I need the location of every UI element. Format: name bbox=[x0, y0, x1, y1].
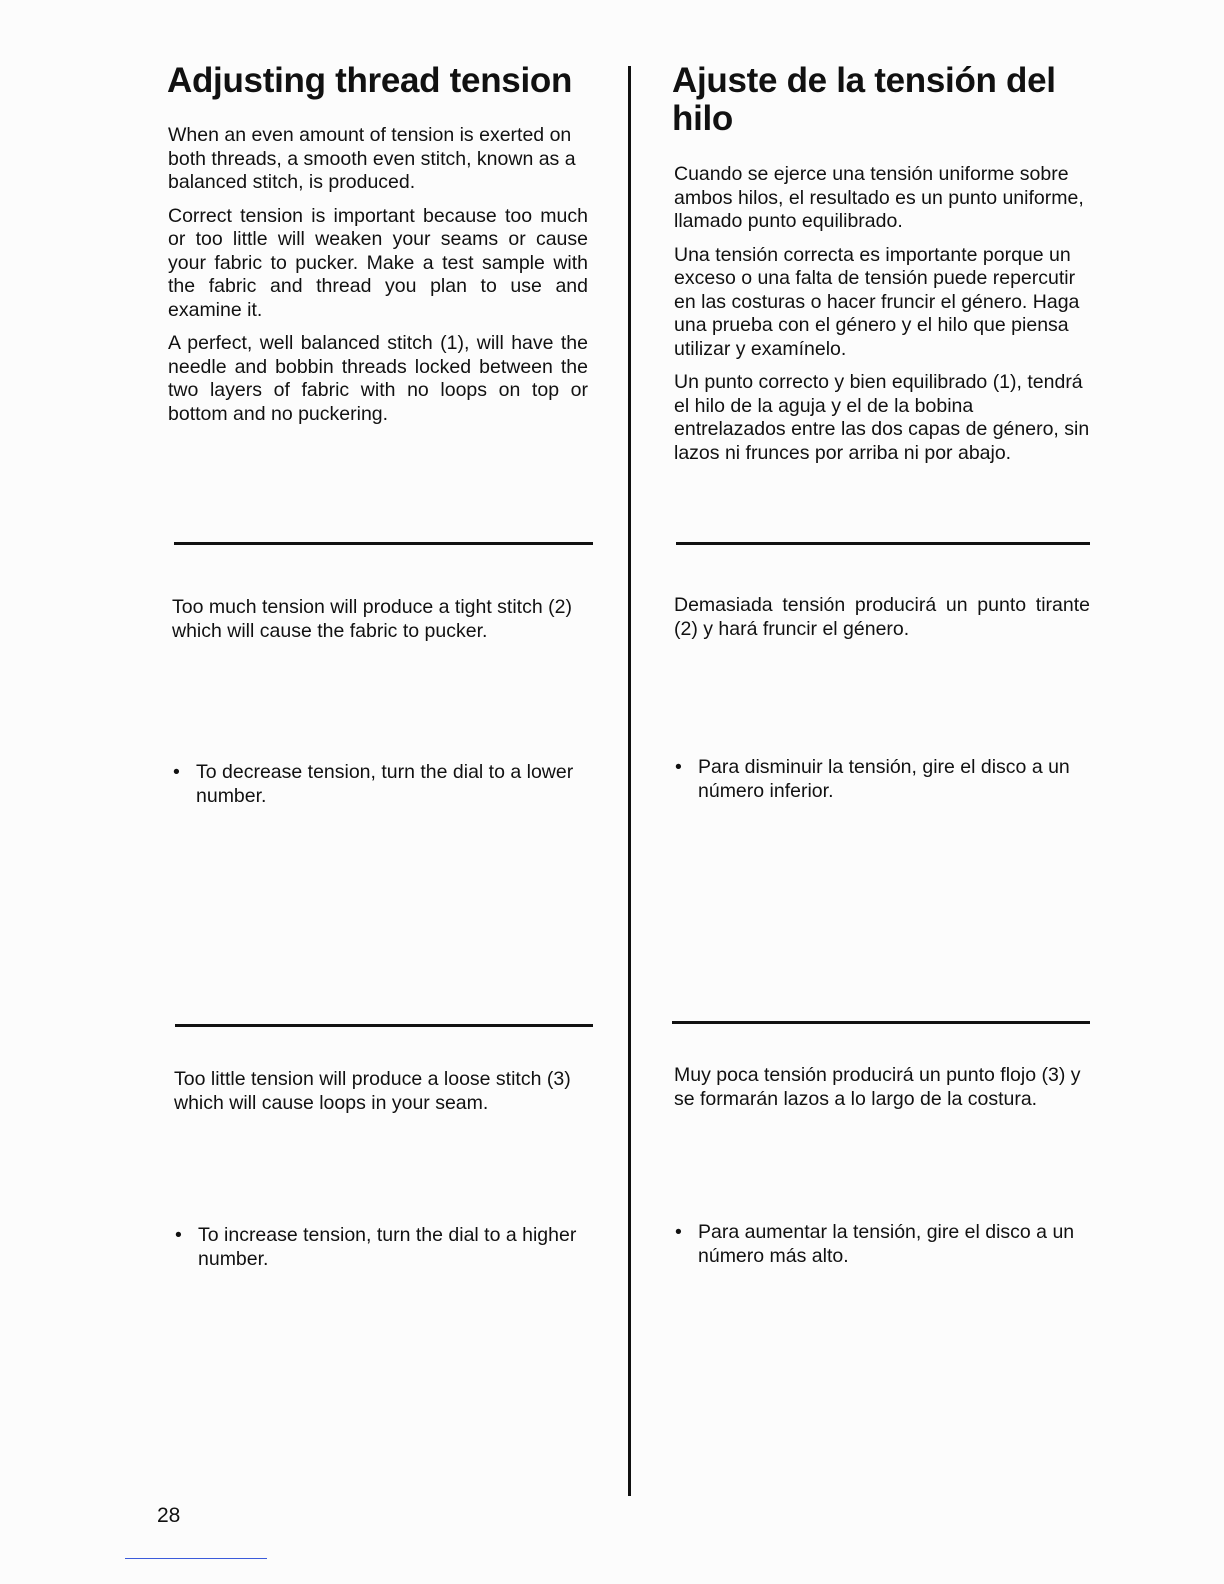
spanish-intro-paragraph-1: Cuando se ejerce una tensión uniforme sobre ambos hilos, el resultado es un punto uniforme, llamado punto equilibrado. bbox=[674, 163, 1084, 232]
english-intro-paragraph-2: Correct tension is important because too much or too little will weaken your seams or cause your fabric to pucker. Make a test sample with the fabric and thread you plan to use and examine it. bbox=[168, 204, 588, 321]
spanish-increase-text: Para aumentar la tensión, gire el disco a un número más alto. bbox=[698, 1221, 1075, 1267]
english-intro-paragraph-3: A perfect, well balanced stitch (1), will have the needle and bobbin threads locked between the two layers of fabric with no loops on top or bottom and no puckering. bbox=[168, 332, 588, 425]
spanish-too-little-tension: Muy poca tensión producirá un punto flojo (3) y se formarán lazos a lo largo de la costura. bbox=[674, 1064, 1081, 1110]
spanish-increase-bullet bbox=[672, 1221, 1090, 1268]
spanish-decrease-text: Para disminuir la tensión, gire el disco a un número inferior. bbox=[698, 756, 1070, 802]
spanish-intro bbox=[674, 163, 1090, 475]
bottom-underline bbox=[125, 1558, 267, 1559]
page-number: 28 bbox=[157, 1504, 181, 1527]
english-section-rule-1 bbox=[174, 542, 593, 545]
english-too-little-tension: Too little tension will produce a loose stitch (3) which will cause loops in your seam. bbox=[174, 1068, 571, 1114]
english-too-much-tension: Too much tension will produce a tight stitch (2) which will cause the fabric to pucker. bbox=[172, 596, 572, 642]
spanish-intro-paragraph-2: Una tensión correcta es importante porque un exceso o una falta de tensión puede repercutir en las costuras o hacer fruncir el género. Haga una prueba con el género y el hilo que piensa utilizar y examínelo. bbox=[674, 243, 1080, 360]
english-decrease-bullet bbox=[170, 761, 592, 808]
spanish-section-rule-2 bbox=[672, 1021, 1090, 1024]
english-intro bbox=[168, 124, 588, 436]
spanish-title: Ajuste de la tensión del hilo bbox=[672, 61, 1056, 138]
english-title: Adjusting thread tension bbox=[167, 61, 573, 100]
bullet-dot: • bbox=[675, 1221, 682, 1243]
spanish-section-rule-1 bbox=[676, 542, 1090, 545]
bullet-dot: • bbox=[175, 1224, 182, 1246]
english-section-rule-2 bbox=[175, 1024, 593, 1027]
spanish-too-much-tension: Demasiada tensión producirá un punto tirante (2) y hará fruncir el género. bbox=[674, 594, 1090, 640]
english-decrease-text: To decrease tension, turn the dial to a lower number. bbox=[196, 761, 574, 807]
bullet-dot: • bbox=[675, 756, 682, 778]
spanish-intro-paragraph-3: Un punto correcto y bien equilibrado (1), tendrá el hilo de la aguja y el de la bobina entrelazados entre las dos capas de género, sin lazos ni frunces por arriba ni por abajo. bbox=[674, 371, 1090, 464]
english-increase-text: To increase tension, turn the dial to a higher number. bbox=[198, 1224, 577, 1270]
bullet-dot: • bbox=[173, 761, 180, 783]
english-increase-bullet bbox=[172, 1224, 594, 1271]
column-divider bbox=[628, 66, 631, 1496]
spanish-decrease-bullet bbox=[672, 756, 1090, 803]
english-intro-paragraph-1: When an even amount of tension is exerted on both threads, a smooth even stitch, known as a balanced stitch, is produced. bbox=[168, 124, 576, 193]
